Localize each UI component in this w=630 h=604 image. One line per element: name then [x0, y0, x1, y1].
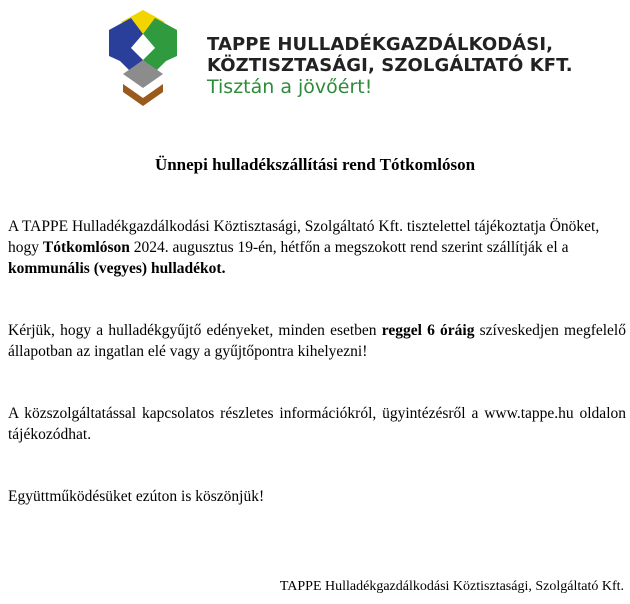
paragraph-request-text1: Kérjük, hogy a hulladékgyűjtő edényeket, minden esetben [8, 322, 382, 339]
paragraph-info: A közszolgáltatással kapcsolatos részletes információkról, ügyintézésről a www.tappe.hu oldalon tájékozódhat. [8, 405, 626, 443]
paragraph-request [8, 320, 626, 362]
paragraph-schedule-text2: 2024. augusztus 19-én, hétfőn a megszokott rend szerint szállítják el a [129, 239, 569, 256]
tappe-logo-icon [107, 8, 199, 108]
paragraph-schedule-text1: A TAPPE Hulladékgazdálkodási Köztisztasági, Szolgáltató Kft. tisztelettel tájékoztatja Önöket, hogy [8, 218, 600, 256]
notice-title: Ünnepi hulladékszállítási rend Tótkomlóson [154, 155, 476, 174]
footer-signature: TAPPE Hulladékgazdálkodási Köztisztasági, Szolgáltató Kft. [279, 579, 624, 594]
logo-company-line1: TAPPE HULLADÉKGAZDÁLKODÁSI, [207, 34, 554, 55]
town-name: Tótkomlóson [42, 239, 130, 256]
logo-text [207, 34, 573, 99]
company-logo [107, 8, 573, 108]
paragraph-request-text2: szíveskedjen megfelelő állapotban az ingatlan elé vagy a gyűjtőpontra kihelyezni! [8, 322, 626, 360]
paragraph-schedule [8, 216, 626, 279]
deadline-time: reggel 6 óráig [381, 322, 475, 339]
logo-slogan: Tisztán a jövőért! [207, 76, 373, 98]
waste-type: kommunális (vegyes) hulladékot. [8, 260, 226, 277]
paragraph-thanks: Együttműködésüket ezúton is köszönjük! [8, 488, 265, 505]
logo-company-line2: KÖZTISZTASÁGI, SZOLGÁLTATÓ KFT. [207, 55, 573, 76]
